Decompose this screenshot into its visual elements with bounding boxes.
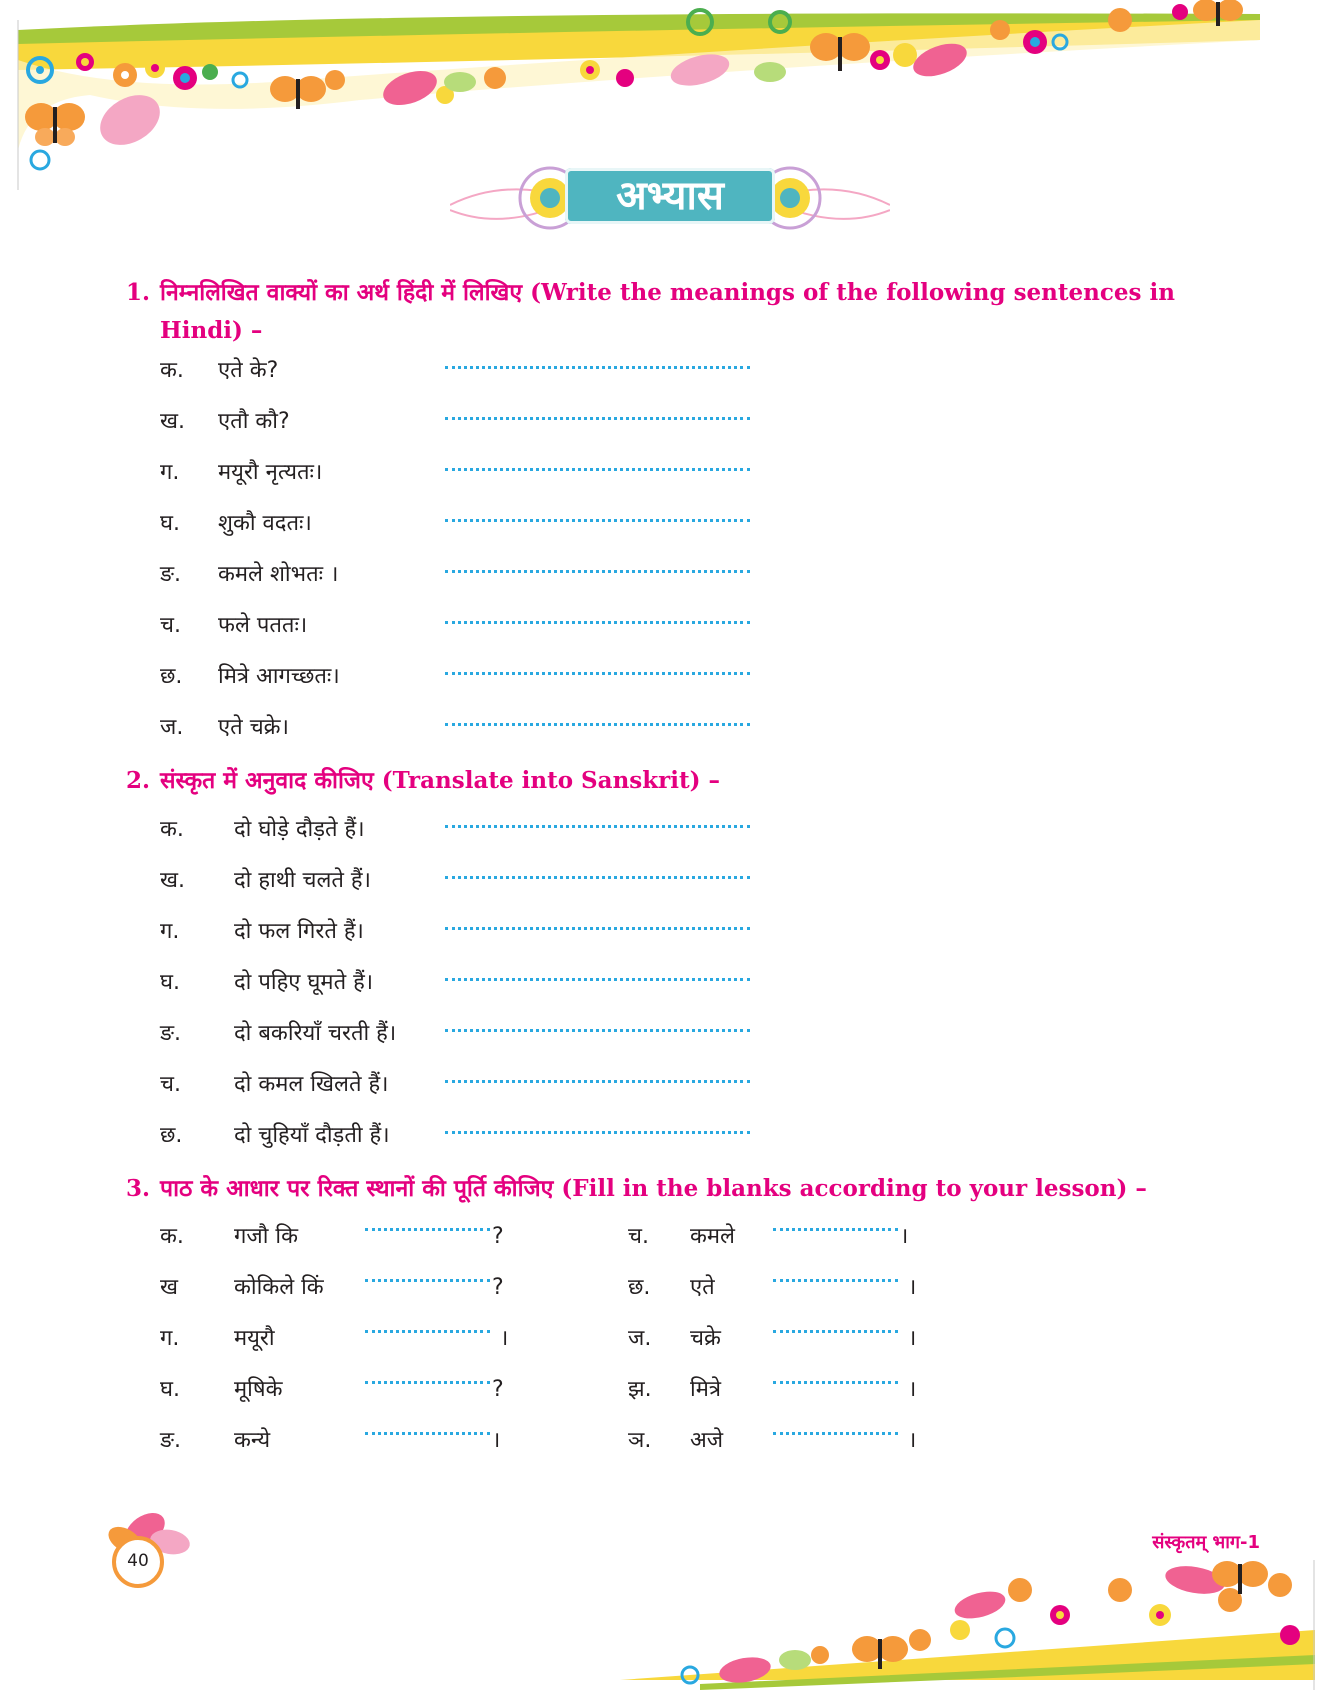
q1-item [160,407,760,439]
item-label: क. [160,358,184,383]
item-label: ङ. [160,562,182,587]
q3-item [160,1426,520,1458]
q1-item [160,560,760,592]
item-label: ख. [160,409,185,434]
q2-heading-text: संस्कृत में अनुवाद कीजिए (Translate into Sanskrit) – [160,767,721,794]
q3-item [160,1375,520,1407]
item-label: छ. [628,1275,651,1300]
q1-item [160,458,760,490]
q1-number: 1. [126,279,151,306]
item-text: दो घोड़े दौड़ते हैं। [234,817,365,842]
item-end-mark: ? [492,1224,504,1249]
q1-heading-line1: निम्नलिखित वाक्यों का अर्थ हिंदी में लिखिए (Write the meanings of the following sentences in [160,279,1175,306]
q2-item [160,1121,760,1153]
item-text: कमले [690,1224,735,1249]
fill-blank[interactable] [365,1279,490,1282]
q2-item [160,917,760,949]
item-label: च. [628,1224,649,1249]
item-text: मयूरौ [234,1326,275,1351]
fill-blank[interactable] [365,1228,490,1231]
item-end-mark: । [492,1428,501,1453]
item-label: ञ. [628,1428,652,1453]
item-text: दो कमल खिलते हैं। [234,1072,389,1097]
item-text: दो हाथी चलते हैं। [234,868,371,893]
q3-item [160,1273,520,1305]
q3-item [628,1273,928,1305]
q1-item [160,713,760,745]
item-label: ग. [160,460,180,485]
q3-item [628,1324,928,1356]
answer-blank[interactable] [445,1131,750,1134]
answer-blank[interactable] [445,621,750,624]
page-title: अभ्यास [616,173,724,219]
item-label: ज. [628,1326,652,1351]
answer-blank[interactable] [445,825,750,828]
fill-blank[interactable] [365,1381,490,1384]
item-label: घ. [160,970,180,995]
q1-item [160,509,760,541]
q3-heading [126,1170,1147,1208]
item-end-mark: ? [492,1275,504,1300]
answer-blank[interactable] [445,672,750,675]
fill-blank[interactable] [773,1279,898,1282]
item-label: क. [160,1224,184,1249]
item-text: मित्रे आगच्छतः। [218,664,340,689]
exercise-title-banner [450,150,890,250]
item-label: क. [160,817,184,842]
q1-heading-line2: Hindi) – [160,317,263,344]
q1-item [160,356,760,388]
item-end-mark: । [500,1326,509,1351]
q2-item [160,815,760,847]
q2-item [160,968,760,1000]
fill-blank[interactable] [773,1432,898,1435]
item-label: ङ. [160,1428,182,1453]
answer-blank[interactable] [445,723,750,726]
q2-number: 2. [126,767,151,794]
item-text: मयूरौ नृत्यतः। [218,460,323,485]
q1-heading [126,274,1216,350]
item-label: च. [160,1072,181,1097]
answer-blank[interactable] [445,978,750,981]
item-text: दो फल गिरते हैं। [234,919,364,944]
book-title: संस्कृतम् भाग-1 [1152,1532,1260,1553]
answer-blank[interactable] [445,468,750,471]
q3-heading-text: पाठ के आधार पर रिक्त स्थानों की पूर्ति कीजिए (Fill in the blanks according to your lesson) – [160,1175,1147,1202]
item-text: शुकौ वदतः। [218,511,312,536]
answer-blank[interactable] [445,1029,750,1032]
item-label: झ. [628,1377,652,1402]
item-text: अजे [690,1428,724,1453]
fill-blank[interactable] [773,1381,898,1384]
q3-item [160,1222,520,1254]
q3-item [628,1222,928,1254]
item-label: ख. [160,868,185,893]
item-text: एते चक्रे। [218,715,289,740]
item-text: कन्ये [234,1428,271,1453]
q2-item [160,1019,760,1051]
fill-blank[interactable] [365,1432,490,1435]
item-text: मित्रे [690,1377,721,1402]
q2-item [160,866,760,898]
answer-blank[interactable] [445,417,750,420]
answer-blank[interactable] [445,519,750,522]
item-label: ख [160,1275,178,1300]
item-label: घ. [160,1377,180,1402]
q1-item [160,662,760,694]
q2-item [160,1070,760,1102]
q2-heading [126,762,720,800]
item-end-mark: ? [492,1377,504,1402]
item-label: छ. [160,664,183,689]
item-text: मूषिके [234,1377,283,1402]
page-number: 40 [127,1551,149,1571]
item-text: दो बकरियाँ चरती हैं। [234,1021,397,1046]
q3-item [160,1324,520,1356]
item-label: ङ. [160,1021,182,1046]
answer-blank[interactable] [445,927,750,930]
item-text: फले पततः। [218,613,308,638]
item-text: गजौ कि [234,1224,298,1249]
item-end-mark: । [908,1326,917,1351]
item-end-mark: । [908,1377,917,1402]
item-label: ग. [160,919,180,944]
q3-item [628,1426,928,1458]
item-text: कमले शोभतः । [218,562,339,587]
item-end-mark: । [900,1224,909,1249]
fill-blank[interactable] [773,1228,898,1231]
answer-blank[interactable] [445,366,750,369]
item-text: चक्रे [690,1326,721,1351]
item-label: ग. [160,1326,180,1351]
fill-blank[interactable] [773,1330,898,1333]
item-label: घ. [160,511,180,536]
q3-item [628,1375,928,1407]
item-end-mark: । [908,1428,917,1453]
item-label: छ. [160,1123,183,1148]
item-text: दो पहिए घूमते हैं। [234,970,374,995]
item-text: दो चुहियाँ दौड़ती हैं। [234,1123,390,1148]
fill-blank[interactable] [365,1330,490,1333]
bottom-floral-border [0,1560,1332,1692]
answer-blank[interactable] [445,876,750,879]
answer-blank[interactable] [445,1080,750,1083]
item-text: एते [690,1275,715,1300]
q3-number: 3. [126,1175,151,1202]
item-end-mark: । [908,1275,917,1300]
item-label: ज. [160,715,184,740]
answer-blank[interactable] [445,570,750,573]
item-text: कोकिले किं [234,1275,324,1300]
item-label: च. [160,613,181,638]
item-text: एते के? [218,358,279,383]
item-text: एतौ कौ? [218,409,290,434]
q1-item [160,611,760,643]
